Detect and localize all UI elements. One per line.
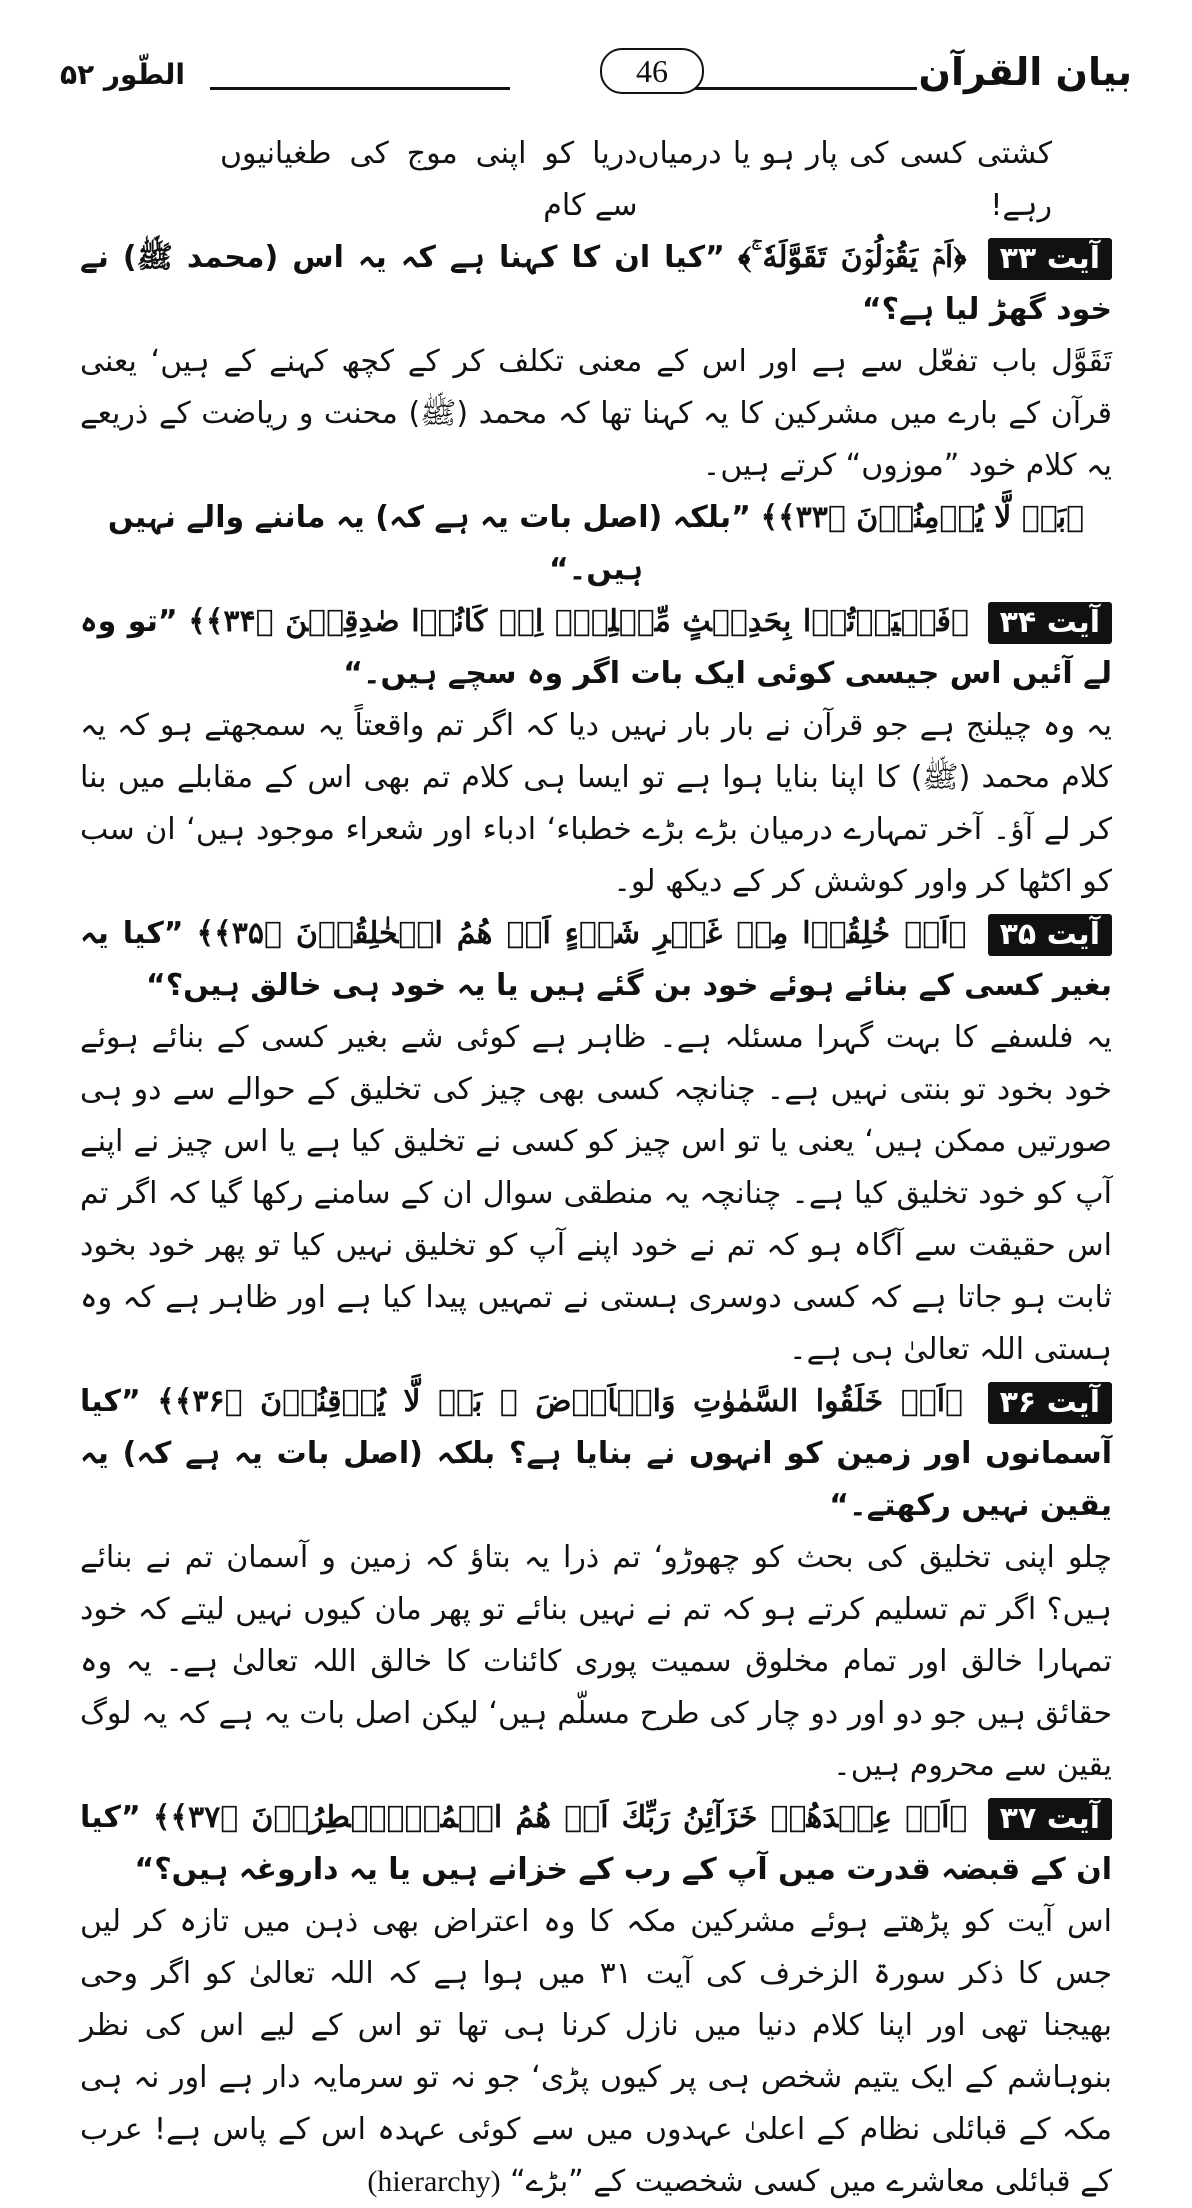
ayah-33-arabic: ﴿اَمۡ يَقُوۡلُوۡنَ تَقَوَّلَهٗ ۚ﴾ bbox=[737, 240, 967, 275]
poetry-couplet bbox=[80, 128, 1112, 232]
couplet-left: دریا کو اپنی موج کی طغیانیوں سے کام bbox=[220, 136, 638, 223]
ayah-33 bbox=[80, 232, 1112, 336]
ayah-37-badge: آیت ۳۷ bbox=[988, 1798, 1112, 1840]
ayah-35-badge: آیت ۳۵ bbox=[988, 914, 1112, 956]
book-title: بیان القرآن bbox=[918, 50, 1132, 94]
commentary-philosophy: یہ فلسفے کا بہت گہرا مسئلہ ہے۔ ظاہر ہے کوئی شے بغیر کسی کے بنائے ہوئے خود بخود تو بنتی نہیں ہے۔ چنانچہ کسی بھی چیز کی تخلیق کے حوالے سے دو ہی صورتیں ممکن ہیں‘ یعنی یا تو اس چیز کو کسی نے تخلیق کیا ہے یا اس چیز نے اپنے آپ کو خود تخلیق کیا ہے۔ چنانچہ یہ منطقی سوال ان کے سامنے رکھا گیا کہ اگر تم اس حقیقت سے آگاہ ہو کہ تم نے خود اپنے آپ کو تخلیق نہیں کیا تو پھر خود بخود ثابت ہو جاتا ہے کہ کسی دوسری ہستی نے تمہیں پیدا کیا ہے اور ظاہر ہے کہ وہ ہستی اللہ تعالیٰ ہی ہے۔ bbox=[80, 1020, 1112, 1367]
ayah-36-arabic: ﴿اَمۡ خَلَقُوا السَّمٰوٰتِ وَالۡاَرۡضَ ۚ بَلۡ لَّا يُوۡقِنُوۡنَ ﴿۳۶﴾﴾ bbox=[157, 1384, 964, 1419]
ayah-37 bbox=[80, 1792, 1112, 1896]
ayah-35 bbox=[80, 908, 1112, 1012]
commentary-final-part2: میں سے کوئی عہدہ اس کے پاس ہے! عرب کے قبائلی معاشرے میں کسی شخصیت کے ”بڑے“ bbox=[80, 2112, 1112, 2199]
page-number: 46 bbox=[600, 48, 704, 94]
ayah-34-badge: آیت ۳۴ bbox=[988, 602, 1112, 644]
hierarchy-word: (hierarchy) bbox=[367, 2165, 501, 2198]
main-text bbox=[80, 128, 1112, 2208]
ayah-33b-translation: ”بلکہ (اصل بات یہ ہے کہ) یہ ماننے والے نہیں ہیں۔“ bbox=[107, 500, 751, 587]
ayah-37-translation: ”کیا ان کے قبضہ قدرت میں آپ کے رب کے خزانے ہیں یا یہ داروغہ ہیں؟“ bbox=[80, 1800, 1112, 1887]
ayah-36-badge: آیت ۳۶ bbox=[988, 1382, 1112, 1424]
ayah-34-arabic: ﴿فَلۡيَاۡتُوۡا بِحَدِيۡثٍ مِّثۡلِهٖۤ اِنۡ كَانُوۡا صٰدِقِيۡنَ ﴿۳۴﴾﴾ bbox=[188, 604, 969, 639]
couplet-right: کشتی کسی کی پار ہو یا درمیاں رہے! bbox=[637, 136, 1052, 223]
ayah-34 bbox=[80, 596, 1112, 700]
ayah-33-badge: آیت ۳۳ bbox=[988, 238, 1112, 280]
ayah-36 bbox=[80, 1376, 1112, 1532]
header-rule-left bbox=[210, 87, 510, 90]
ayah-36-translation: ”کیا آسمانوں اور زمین کو انہوں نے بنایا ہے؟ بلکہ (اصل بات یہ ہے کہ) یہ یقین نہیں رکھتے۔“ bbox=[80, 1384, 1112, 1523]
commentary-creation: چلو اپنی تخلیق کی بحث کو چھوڑو‘ تم ذرا یہ بتاؤ کہ زمین و آسمان تم نے بنائے ہیں؟ اگر تم تسلیم کرتے ہو کہ تم نے نہیں بنائے تو پھر مان کیوں نہیں لیتے کہ خود تمہارا خالق اور تمام مخلوق سمیت پوری کائنات کا خالق اللہ تعالیٰ ہے۔ یہ وہ حقائق ہیں جو دو اور دو چار کی طرح مسلّم ہیں‘ لیکن اصل بات یہ ہے کہ یہ لوگ یقین سے محروم ہیں۔ bbox=[80, 1540, 1112, 1783]
commentary-final bbox=[80, 1896, 1112, 2208]
ayah-35-arabic: ﴿اَمۡ خُلِقُوۡا مِنۡ غَيۡرِ شَىۡءٍ اَمۡ هُمُ الۡخٰلِقُوۡنَ ﴿۳۵﴾﴾ bbox=[196, 916, 967, 951]
commentary-challenge: یہ وہ چیلنج ہے جو قرآن نے بار بار نہیں دیا کہ اگر تم واقعتاً یہ سمجھتے ہو کہ یہ کلام محمد (ﷺ) کا اپنا بنایا ہوا ہے تو ایسا ہی کلام تم بھی اس کے مقابلے میں بنا کر لے آؤ۔ آخر تمہارے درمیان بڑے بڑے خطباء‘ ادباء اور شعراء موجود ہیں‘ ان سب کو اکٹھا کر واور کوشش کر کے دیکھ لو۔ bbox=[80, 708, 1112, 899]
ayah-33b-arabic: ﴿بَلۡ لَّا يُؤۡمِنُوۡنَ ﴿۳۳﴾﴾ bbox=[760, 500, 1085, 535]
commentary-final-part1: اس آیت کو پڑھتے ہوئے مشرکین مکہ کا وہ اعتراض بھی ذہن میں تازہ کر لیں جس کا ذکر سورۃ الزخرف کی آیت ۳۱ میں ہوا ہے کہ اللہ تعالیٰ کو اگر وحی بھیجنا تھی اور اپنا کلام دنیا میں نازل کرنا ہی تھا تو اس کے لیے اس کی نظر بنوہاشم کے ایک یتیم شخص ہی پر کیوں پڑی‘ جو نہ تو سرمایہ دار ہے اور نہ ہی مکہ کے قبائلی نظام کے اعلیٰ عہدوں bbox=[80, 1904, 1112, 2147]
ayah-34-translation: ”تو وہ لے آئیں اس جیسی کوئی ایک بات اگر وہ سچے ہیں۔“ bbox=[80, 604, 1112, 691]
ayah-37-arabic: ﴿اَمۡ عِنۡدَهُمۡ خَزَآئِنُ رَبِّكَ اَمۡ هُمُ الۡمُصَۜيۡطِرُوۡنَ ﴿۳۷﴾﴾ bbox=[152, 1800, 968, 1835]
commentary-taqawwal: تَقَوَّل باب تفعّل سے ہے اور اس کے معنی تکلف کر کے کچھ کہنے کے ہیں‘ یعنی قرآن کے بارے میں مشرکین کا یہ کہنا تھا کہ محمد (ﷺ) محنت و ریاضت کے ذریعے یہ کلام خود ”موزوں“ کرتے ہیں۔ bbox=[80, 344, 1112, 483]
ayah-33b bbox=[80, 492, 1112, 596]
ayah-33-translation: ”کیا ان کا کہنا ہے کہ یہ اس (محمد ﷺ) نے خود گھڑ لیا ہے؟“ bbox=[80, 240, 1112, 327]
page-header bbox=[60, 40, 1132, 110]
ayah-35-translation: ”کیا یہ بغیر کسی کے بنائے ہوئے خود بن گئے ہیں یا یہ خود ہی خالق ہیں؟“ bbox=[80, 916, 1112, 1003]
surah-name: الطّور ۵۲ bbox=[60, 58, 185, 91]
